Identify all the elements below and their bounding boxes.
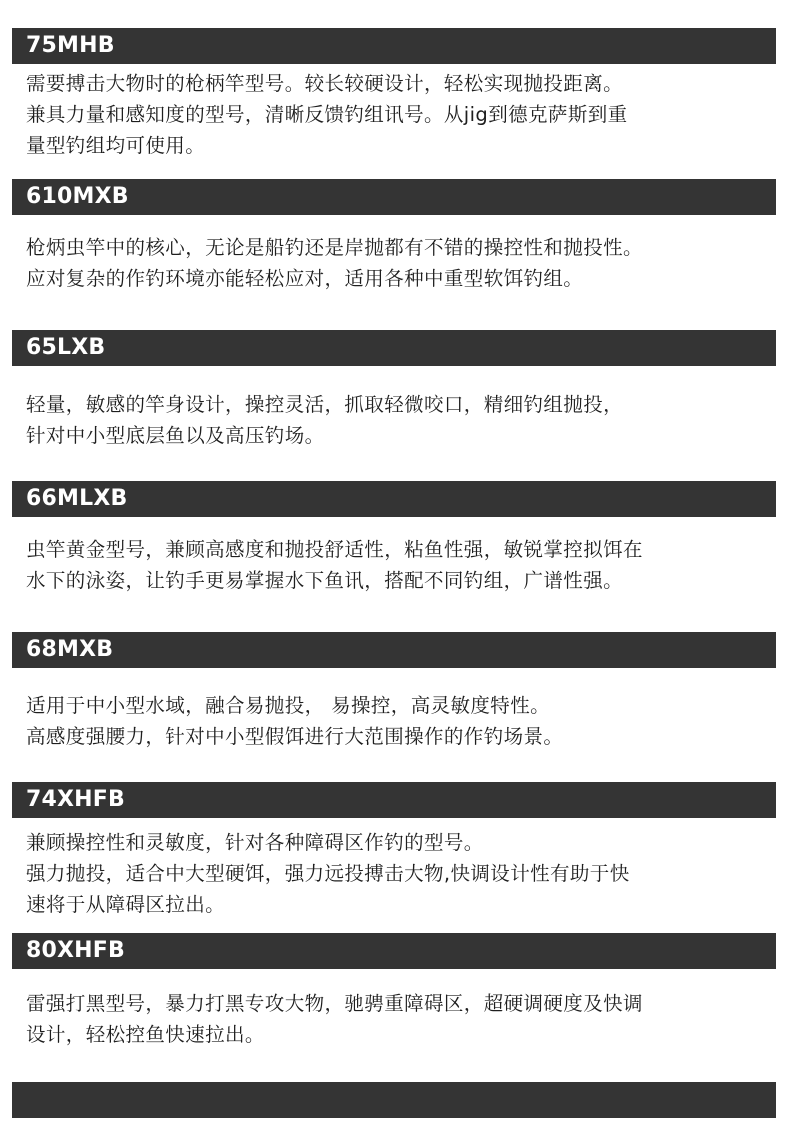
description-line: 水下的泳姿，让钓手更易掌握水下鱼讯，搭配不同钓组，广谱性强。 — [26, 569, 624, 592]
description-line: 高感度强腰力，针对中小型假饵进行大范围操作的作钓场景。 — [26, 725, 564, 748]
section-description-74xhfb — [26, 827, 778, 920]
description-line: 枪炳虫竿中的核心，无论是船钓还是岸抛都有不错的操控性和抛投性。 — [26, 236, 643, 259]
description-line: 强力抛投，适合中大型硬饵，强力远投搏击大物,快调设计性有助于快 — [26, 862, 630, 885]
description-line: 需要搏击大物时的枪柄竿型号。较长较硬设计，轻松实现抛投距离。 — [26, 72, 624, 95]
description-line: 速将于从障碍区拉出。 — [26, 893, 226, 916]
section-header-68mxb: 68MXB — [12, 632, 776, 668]
description-line: 量型钓组均可使用。 — [26, 134, 206, 157]
section-description-80xhfb — [26, 988, 778, 1050]
section-header-610mxb: 610MXB — [12, 179, 776, 215]
section-description-66mlxb — [26, 534, 778, 596]
section-header-80xhfb: 80XHFB — [12, 933, 776, 969]
description-line: 适用于中小型水域，融合易抛投， 易操控，高灵敏度特性。 — [26, 694, 550, 717]
section-header-75mhb: 75MHB — [12, 28, 776, 64]
description-line: 兼顾操控性和灵敏度，针对各种障碍区作钓的型号。 — [26, 831, 484, 854]
section-description-75mhb — [26, 68, 778, 161]
section-header-66mlxb: 66MLXB — [12, 481, 776, 517]
section-description-65lxb — [26, 389, 778, 451]
description-line: 轻量，敏感的竿身设计，操控灵活，抓取轻微咬口，精细钓组抛投， — [26, 393, 624, 416]
description-line: 雷强打黑型号，暴力打黑专攻大物，驰骋重障碍区，超硬调硬度及快调 — [26, 992, 643, 1015]
section-description-610mxb — [26, 232, 778, 294]
description-line: 虫竿黄金型号，兼顾高感度和抛投舒适性，粘鱼性强，敏锐掌控拟饵在 — [26, 538, 643, 561]
description-line: 应对复杂的作钓环境亦能轻松应对，适用各种中重型软饵钓组。 — [26, 267, 584, 290]
description-line: 兼具力量和感知度的型号，清晰反馈钓组讯号。从jig到德克萨斯到重 — [26, 103, 628, 126]
section-header-empty — [12, 1082, 776, 1118]
description-line: 针对中小型底层鱼以及高压钓场。 — [26, 424, 325, 447]
description-line: 设计，轻松控鱼快速拉出。 — [26, 1023, 265, 1046]
section-description-68mxb — [26, 690, 778, 752]
section-header-74xhfb: 74XHFB — [12, 782, 776, 818]
section-header-65lxb: 65LXB — [12, 330, 776, 366]
